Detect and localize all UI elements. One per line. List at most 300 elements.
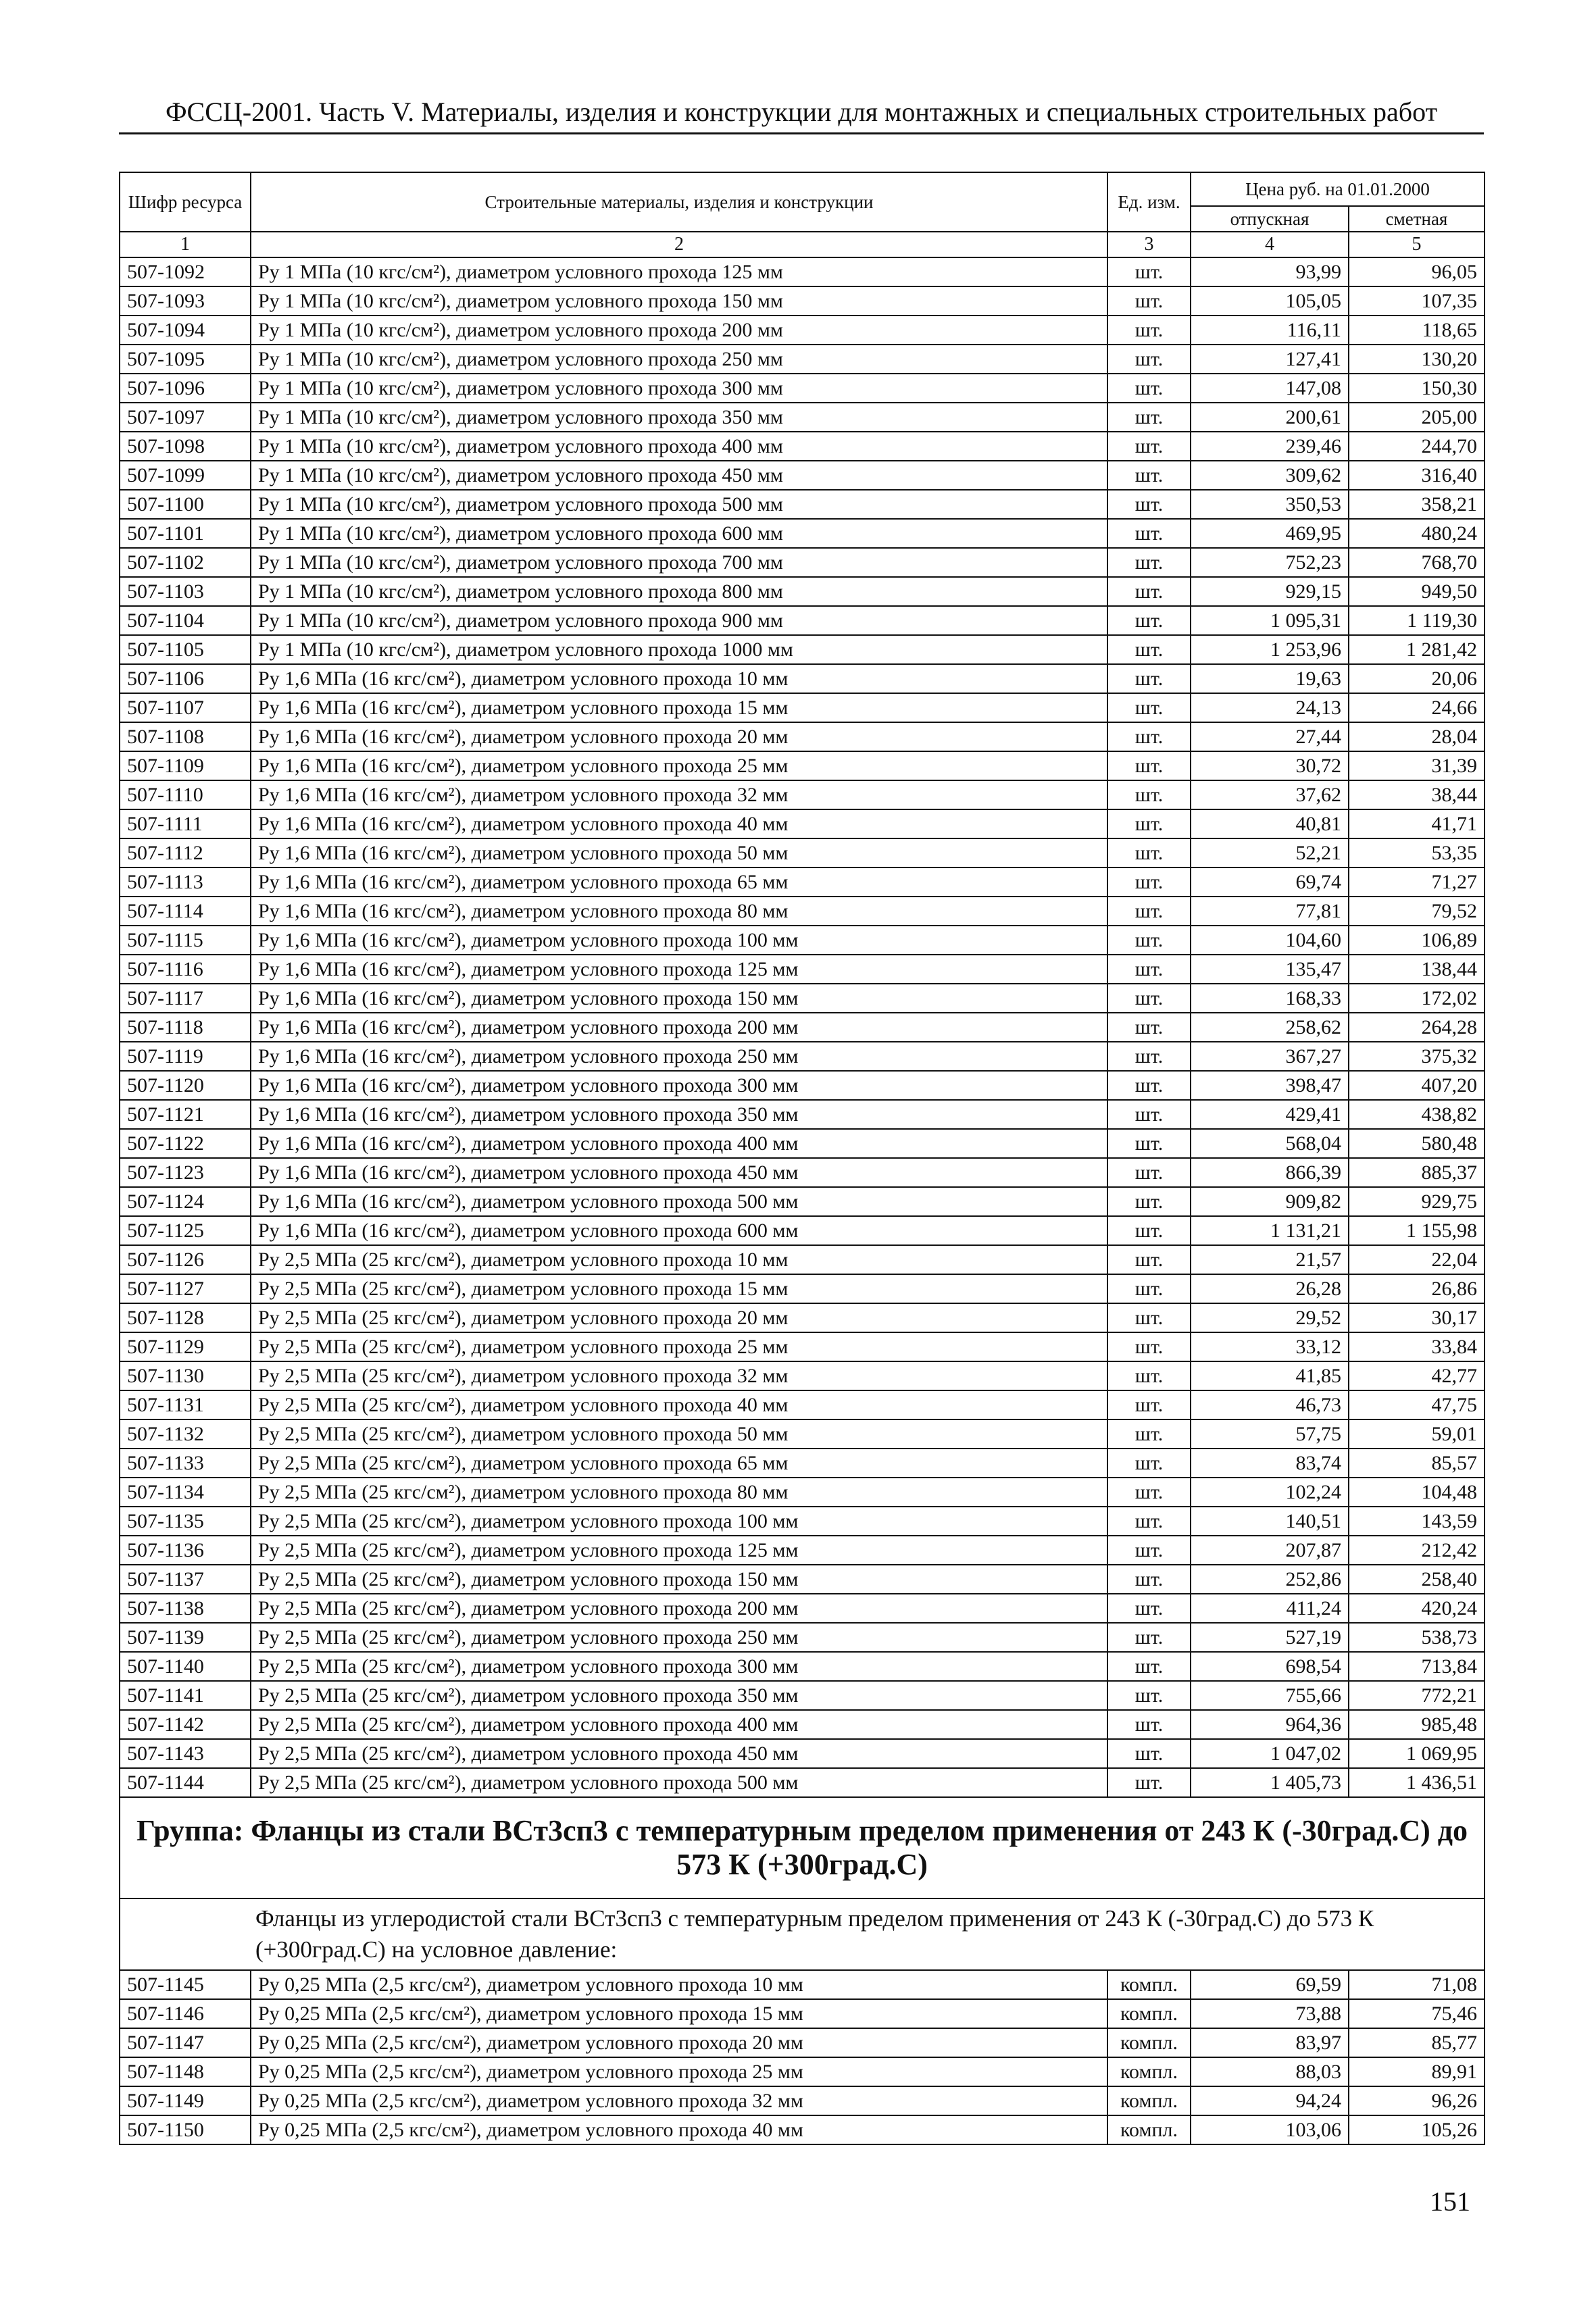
table-row [120, 257, 1485, 286]
cell-code: 507-1142 [120, 1710, 251, 1739]
table-row [120, 1332, 1485, 1361]
cell-release-price: 105,05 [1191, 286, 1349, 316]
cell-code: 507-1119 [120, 1042, 251, 1071]
cell-estimate-price: 26,86 [1349, 1274, 1485, 1303]
cell-code: 507-1108 [120, 722, 251, 751]
cell-unit: шт. [1107, 577, 1191, 606]
cell-release-price: 469,95 [1191, 519, 1349, 548]
cell-code: 507-1122 [120, 1129, 251, 1158]
cell-description: Ру 2,5 МПа (25 кгс/см²), диаметром условного прохода 20 мм [251, 1303, 1107, 1332]
cell-estimate-price: 244,70 [1349, 432, 1485, 461]
cell-estimate-price: 85,77 [1349, 2028, 1485, 2057]
cell-description: Ру 2,5 МПа (25 кгс/см²), диаметром условного прохода 50 мм [251, 1419, 1107, 1449]
cell-release-price: 94,24 [1191, 2086, 1349, 2115]
cell-description: Ру 2,5 МПа (25 кгс/см²), диаметром условного прохода 80 мм [251, 1478, 1107, 1507]
cell-code: 507-1128 [120, 1303, 251, 1332]
cell-release-price: 19,63 [1191, 664, 1349, 693]
table-row [120, 809, 1485, 838]
cell-estimate-price: 85,57 [1349, 1449, 1485, 1478]
cell-code: 507-1137 [120, 1565, 251, 1594]
cell-estimate-price: 118,65 [1349, 316, 1485, 345]
header-rule [119, 132, 1484, 134]
cell-release-price: 752,23 [1191, 548, 1349, 577]
cell-code: 507-1111 [120, 809, 251, 838]
cell-release-price: 866,39 [1191, 1158, 1349, 1187]
column-number: 1 [120, 232, 251, 257]
cell-estimate-price: 79,52 [1349, 897, 1485, 926]
cell-release-price: 57,75 [1191, 1419, 1349, 1449]
table-row [120, 1187, 1485, 1216]
cell-description: Ру 1,6 МПа (16 кгс/см²), диаметром условного прохода 200 мм [251, 1013, 1107, 1042]
cell-description: Ру 1,6 МПа (16 кгс/см²), диаметром условного прохода 32 мм [251, 780, 1107, 809]
cell-unit: шт. [1107, 1390, 1191, 1419]
cell-unit: шт. [1107, 984, 1191, 1013]
cell-release-price: 135,47 [1191, 955, 1349, 984]
cell-description: Ру 1,6 МПа (16 кгс/см²), диаметром условного прохода 80 мм [251, 897, 1107, 926]
cell-description: Ру 1 МПа (10 кгс/см²), диаметром условного прохода 150 мм [251, 286, 1107, 316]
cell-unit: шт. [1107, 1507, 1191, 1536]
table-row [120, 1129, 1485, 1158]
cell-unit: шт. [1107, 1449, 1191, 1478]
cell-code: 507-1131 [120, 1390, 251, 1419]
cell-description: Ру 1,6 МПа (16 кгс/см²), диаметром условного прохода 400 мм [251, 1129, 1107, 1158]
header-release-price: отпускная [1191, 206, 1349, 232]
cell-unit: шт. [1107, 1187, 1191, 1216]
cell-description: Ру 2,5 МПа (25 кгс/см²), диаметром условного прохода 15 мм [251, 1274, 1107, 1303]
cell-estimate-price: 138,44 [1349, 955, 1485, 984]
cell-release-price: 698,54 [1191, 1652, 1349, 1681]
subgroup-title: Фланцы из углеродистой стали ВСт3сп3 с температурным пределом применения от 243 К (-30град.С) до 573 К (+300град.С) на условное давление: [120, 1898, 1485, 1970]
cell-release-price: 200,61 [1191, 403, 1349, 432]
cell-code: 507-1099 [120, 461, 251, 490]
cell-release-price: 1 047,02 [1191, 1739, 1349, 1768]
cell-code: 507-1109 [120, 751, 251, 780]
cell-estimate-price: 713,84 [1349, 1652, 1485, 1681]
cell-description: Ру 1 МПа (10 кгс/см²), диаметром условного прохода 900 мм [251, 606, 1107, 635]
cell-code: 507-1145 [120, 1970, 251, 1999]
table-row [120, 1419, 1485, 1449]
table-row [120, 780, 1485, 809]
cell-description: Ру 1,6 МПа (16 кгс/см²), диаметром условного прохода 10 мм [251, 664, 1107, 693]
cell-unit: шт. [1107, 809, 1191, 838]
table-row [120, 286, 1485, 316]
cell-release-price: 1 253,96 [1191, 635, 1349, 664]
table-row [120, 1623, 1485, 1652]
cell-estimate-price: 438,82 [1349, 1100, 1485, 1129]
table-row [120, 548, 1485, 577]
cell-release-price: 964,36 [1191, 1710, 1349, 1739]
cell-description: Ру 2,5 МПа (25 кгс/см²), диаметром условного прохода 32 мм [251, 1361, 1107, 1390]
table-row [120, 461, 1485, 490]
table-row [120, 1449, 1485, 1478]
cell-release-price: 21,57 [1191, 1245, 1349, 1274]
cell-description: Ру 0,25 МПа (2,5 кгс/см²), диаметром условного прохода 32 мм [251, 2086, 1107, 2115]
cell-code: 507-1101 [120, 519, 251, 548]
cell-unit: шт. [1107, 635, 1191, 664]
cell-estimate-price: 59,01 [1349, 1419, 1485, 1449]
cell-description: Ру 1 МПа (10 кгс/см²), диаметром условного прохода 600 мм [251, 519, 1107, 548]
table-row [120, 1158, 1485, 1187]
cell-code: 507-1094 [120, 316, 251, 345]
cell-release-price: 73,88 [1191, 1999, 1349, 2028]
cell-code: 507-1133 [120, 1449, 251, 1478]
table-row [120, 1594, 1485, 1623]
cell-code: 507-1143 [120, 1739, 251, 1768]
cell-description: Ру 1,6 МПа (16 кгс/см²), диаметром условного прохода 500 мм [251, 1187, 1107, 1216]
cell-release-price: 309,62 [1191, 461, 1349, 490]
cell-release-price: 1 405,73 [1191, 1768, 1349, 1797]
cell-estimate-price: 985,48 [1349, 1710, 1485, 1739]
cell-estimate-price: 538,73 [1349, 1623, 1485, 1652]
cell-description: Ру 1 МПа (10 кгс/см²), диаметром условного прохода 300 мм [251, 374, 1107, 403]
table-header [120, 172, 1485, 257]
cell-unit: шт. [1107, 1739, 1191, 1768]
table-row [120, 403, 1485, 432]
cell-code: 507-1104 [120, 606, 251, 635]
cell-unit: шт. [1107, 490, 1191, 519]
cell-release-price: 37,62 [1191, 780, 1349, 809]
cell-code: 507-1138 [120, 1594, 251, 1623]
cell-unit: шт. [1107, 722, 1191, 751]
cell-estimate-price: 41,71 [1349, 809, 1485, 838]
table-row [120, 838, 1485, 867]
cell-unit: шт. [1107, 1536, 1191, 1565]
cell-code: 507-1125 [120, 1216, 251, 1245]
cell-code: 507-1139 [120, 1623, 251, 1652]
cell-unit: шт. [1107, 1710, 1191, 1739]
cell-estimate-price: 205,00 [1349, 403, 1485, 432]
cell-estimate-price: 104,48 [1349, 1478, 1485, 1507]
cell-description: Ру 2,5 МПа (25 кгс/см²), диаметром условного прохода 350 мм [251, 1681, 1107, 1710]
table-row [120, 722, 1485, 751]
table-row [120, 1478, 1485, 1507]
cell-description: Ру 1 МПа (10 кгс/см²), диаметром условного прохода 500 мм [251, 490, 1107, 519]
cell-estimate-price: 28,04 [1349, 722, 1485, 751]
cell-unit: шт. [1107, 693, 1191, 722]
cell-estimate-price: 96,05 [1349, 257, 1485, 286]
cell-release-price: 398,47 [1191, 1071, 1349, 1100]
cell-release-price: 755,66 [1191, 1681, 1349, 1710]
cell-unit: шт. [1107, 548, 1191, 577]
cell-code: 507-1146 [120, 1999, 251, 2028]
cell-release-price: 127,41 [1191, 345, 1349, 374]
cell-release-price: 41,85 [1191, 1361, 1349, 1390]
cell-unit: шт. [1107, 432, 1191, 461]
cell-description: Ру 0,25 МПа (2,5 кгс/см²), диаметром условного прохода 20 мм [251, 2028, 1107, 2057]
table-row [120, 1245, 1485, 1274]
cell-unit: шт. [1107, 1100, 1191, 1129]
cell-unit: шт. [1107, 1303, 1191, 1332]
cell-code: 507-1115 [120, 926, 251, 955]
cell-unit: шт. [1107, 897, 1191, 926]
cell-code: 507-1140 [120, 1652, 251, 1681]
cell-code: 507-1136 [120, 1536, 251, 1565]
column-number: 3 [1107, 232, 1191, 257]
table-row [120, 1536, 1485, 1565]
cell-release-price: 83,74 [1191, 1449, 1349, 1478]
table-row [120, 606, 1485, 635]
table-row [120, 1681, 1485, 1710]
table-row [120, 984, 1485, 1013]
cell-estimate-price: 106,89 [1349, 926, 1485, 955]
cell-description: Ру 1,6 МПа (16 кгс/см²), диаметром условного прохода 125 мм [251, 955, 1107, 984]
cell-code: 507-1120 [120, 1071, 251, 1100]
table-row [120, 955, 1485, 984]
cell-code: 507-1102 [120, 548, 251, 577]
cell-estimate-price: 75,46 [1349, 1999, 1485, 2028]
cell-unit: шт. [1107, 838, 1191, 867]
cell-release-price: 69,59 [1191, 1970, 1349, 1999]
cell-release-price: 103,06 [1191, 2115, 1349, 2144]
cell-description: Ру 2,5 МПа (25 кгс/см²), диаметром условного прохода 250 мм [251, 1623, 1107, 1652]
cell-release-price: 909,82 [1191, 1187, 1349, 1216]
cell-description: Ру 1,6 МПа (16 кгс/см²), диаметром условного прохода 15 мм [251, 693, 1107, 722]
cell-description: Ру 2,5 МПа (25 кгс/см²), диаметром условного прохода 150 мм [251, 1565, 1107, 1594]
table-row [120, 1652, 1485, 1681]
cell-unit: шт. [1107, 606, 1191, 635]
table-row [120, 1216, 1485, 1245]
table-row [120, 693, 1485, 722]
cell-description: Ру 0,25 МПа (2,5 кгс/см²), диаметром условного прохода 40 мм [251, 2115, 1107, 2144]
table-row [120, 926, 1485, 955]
cell-unit: шт. [1107, 1594, 1191, 1623]
cell-code: 507-1132 [120, 1419, 251, 1449]
cell-unit: шт. [1107, 1071, 1191, 1100]
cell-release-price: 258,62 [1191, 1013, 1349, 1042]
cell-unit: шт. [1107, 926, 1191, 955]
cell-code: 507-1098 [120, 432, 251, 461]
cell-estimate-price: 358,21 [1349, 490, 1485, 519]
cell-unit: шт. [1107, 316, 1191, 345]
cell-release-price: 26,28 [1191, 1274, 1349, 1303]
cell-code: 507-1121 [120, 1100, 251, 1129]
table-row [120, 2086, 1485, 2115]
cell-unit: шт. [1107, 780, 1191, 809]
cell-description: Ру 2,5 МПа (25 кгс/см²), диаметром условного прохода 200 мм [251, 1594, 1107, 1623]
cell-unit: шт. [1107, 1245, 1191, 1274]
cell-description: Ру 1,6 МПа (16 кгс/см²), диаметром условного прохода 65 мм [251, 867, 1107, 897]
page-header: ФССЦ-2001. Часть V. Материалы, изделия и конструкции для монтажных и специальных строительных работ [165, 97, 1438, 127]
table-row [120, 432, 1485, 461]
cell-description: Ру 2,5 МПа (25 кгс/см²), диаметром условного прохода 10 мм [251, 1245, 1107, 1274]
table-row [120, 1970, 1485, 1999]
cell-estimate-price: 20,06 [1349, 664, 1485, 693]
table-row [120, 1100, 1485, 1129]
cell-description: Ру 2,5 МПа (25 кгс/см²), диаметром условного прохода 100 мм [251, 1507, 1107, 1536]
table-row [120, 751, 1485, 780]
column-number: 4 [1191, 232, 1349, 257]
cell-code: 507-1130 [120, 1361, 251, 1390]
cell-estimate-price: 580,48 [1349, 1129, 1485, 1158]
cell-code: 507-1129 [120, 1332, 251, 1361]
cell-code: 507-1135 [120, 1507, 251, 1536]
cell-estimate-price: 1 155,98 [1349, 1216, 1485, 1245]
cell-estimate-price: 89,91 [1349, 2057, 1485, 2086]
cell-release-price: 46,73 [1191, 1390, 1349, 1419]
cell-code: 507-1097 [120, 403, 251, 432]
cell-estimate-price: 71,27 [1349, 867, 1485, 897]
cell-code: 507-1110 [120, 780, 251, 809]
cell-estimate-price: 71,08 [1349, 1970, 1485, 1999]
table-row [120, 897, 1485, 926]
table-row [120, 1768, 1485, 1797]
cell-unit: шт. [1107, 1768, 1191, 1797]
cell-unit: шт. [1107, 1013, 1191, 1042]
cell-release-price: 367,27 [1191, 1042, 1349, 1071]
table-row [120, 374, 1485, 403]
header-name: Строительные материалы, изделия и конструкции [251, 172, 1107, 232]
cell-release-price: 88,03 [1191, 2057, 1349, 2086]
cell-unit: шт. [1107, 519, 1191, 548]
cell-description: Ру 1,6 МПа (16 кгс/см²), диаметром условного прохода 600 мм [251, 1216, 1107, 1245]
cell-estimate-price: 143,59 [1349, 1507, 1485, 1536]
cell-estimate-price: 420,24 [1349, 1594, 1485, 1623]
cell-code: 507-1144 [120, 1768, 251, 1797]
cell-code: 507-1150 [120, 2115, 251, 2144]
cell-estimate-price: 1 436,51 [1349, 1768, 1485, 1797]
cell-release-price: 147,08 [1191, 374, 1349, 403]
cell-description: Ру 1 МПа (10 кгс/см²), диаметром условного прохода 350 мм [251, 403, 1107, 432]
cell-code: 507-1095 [120, 345, 251, 374]
cell-code: 507-1092 [120, 257, 251, 286]
header-unit: Ед. изм. [1107, 172, 1191, 232]
cell-estimate-price: 480,24 [1349, 519, 1485, 548]
cell-description: Ру 1,6 МПа (16 кгс/см²), диаметром условного прохода 250 мм [251, 1042, 1107, 1071]
cell-code: 507-1134 [120, 1478, 251, 1507]
cell-release-price: 29,52 [1191, 1303, 1349, 1332]
cell-estimate-price: 768,70 [1349, 548, 1485, 577]
cell-estimate-price: 172,02 [1349, 984, 1485, 1013]
cell-estimate-price: 1 119,30 [1349, 606, 1485, 635]
cell-release-price: 1 131,21 [1191, 1216, 1349, 1245]
table-row [120, 316, 1485, 345]
cell-estimate-price: 407,20 [1349, 1071, 1485, 1100]
cell-release-price: 102,24 [1191, 1478, 1349, 1507]
cell-description: Ру 1 МПа (10 кгс/см²), диаметром условного прохода 800 мм [251, 577, 1107, 606]
cell-estimate-price: 42,77 [1349, 1361, 1485, 1390]
table-row [120, 635, 1485, 664]
cell-code: 507-1149 [120, 2086, 251, 2115]
cell-unit: шт. [1107, 257, 1191, 286]
cell-release-price: 527,19 [1191, 1623, 1349, 1652]
cell-description: Ру 1,6 МПа (16 кгс/см²), диаметром условного прохода 20 мм [251, 722, 1107, 751]
cell-release-price: 83,97 [1191, 2028, 1349, 2057]
cell-description: Ру 1 МПа (10 кгс/см²), диаметром условного прохода 450 мм [251, 461, 1107, 490]
cell-code: 507-1105 [120, 635, 251, 664]
cell-estimate-price: 929,75 [1349, 1187, 1485, 1216]
cell-estimate-price: 53,35 [1349, 838, 1485, 867]
table-row [120, 1565, 1485, 1594]
column-number: 5 [1349, 232, 1485, 257]
cell-unit: компл. [1107, 2028, 1191, 2057]
cell-unit: компл. [1107, 1999, 1191, 2028]
cell-description: Ру 0,25 МПа (2,5 кгс/см²), диаметром условного прохода 25 мм [251, 2057, 1107, 2086]
cell-description: Ру 1 МПа (10 кгс/см²), диаметром условного прохода 400 мм [251, 432, 1107, 461]
cell-release-price: 27,44 [1191, 722, 1349, 751]
cell-release-price: 140,51 [1191, 1507, 1349, 1536]
cell-unit: шт. [1107, 1681, 1191, 1710]
cell-description: Ру 2,5 МПа (25 кгс/см²), диаметром условного прохода 125 мм [251, 1536, 1107, 1565]
cell-code: 507-1096 [120, 374, 251, 403]
cell-release-price: 350,53 [1191, 490, 1349, 519]
cell-unit: шт. [1107, 955, 1191, 984]
cell-estimate-price: 375,32 [1349, 1042, 1485, 1071]
cell-description: Ру 1 МПа (10 кгс/см²), диаметром условного прохода 1000 мм [251, 635, 1107, 664]
cell-unit: компл. [1107, 1970, 1191, 1999]
table-row [120, 2028, 1485, 2057]
cell-description: Ру 0,25 МПа (2,5 кгс/см²), диаметром условного прохода 15 мм [251, 1999, 1107, 2028]
cell-release-price: 929,15 [1191, 577, 1349, 606]
table-row [120, 1013, 1485, 1042]
cell-release-price: 207,87 [1191, 1536, 1349, 1565]
table-row [120, 2057, 1485, 2086]
cell-code: 507-1124 [120, 1187, 251, 1216]
cell-release-price: 30,72 [1191, 751, 1349, 780]
cell-code: 507-1148 [120, 2057, 251, 2086]
cell-unit: компл. [1107, 2086, 1191, 2115]
cell-unit: шт. [1107, 1623, 1191, 1652]
cell-code: 507-1147 [120, 2028, 251, 2057]
cell-description: Ру 1 МПа (10 кгс/см²), диаметром условного прохода 200 мм [251, 316, 1107, 345]
table-row [120, 345, 1485, 374]
table-row [120, 664, 1485, 693]
cell-release-price: 93,99 [1191, 257, 1349, 286]
table-row [120, 490, 1485, 519]
cell-description: Ру 2,5 МПа (25 кгс/см²), диаметром условного прохода 400 мм [251, 1710, 1107, 1739]
column-number: 2 [251, 232, 1107, 257]
table-row [120, 1710, 1485, 1739]
cell-code: 507-1127 [120, 1274, 251, 1303]
table-row [120, 1739, 1485, 1768]
cell-description: Ру 2,5 МПа (25 кгс/см²), диаметром условного прохода 25 мм [251, 1332, 1107, 1361]
cell-description: Ру 0,25 МПа (2,5 кгс/см²), диаметром условного прохода 10 мм [251, 1970, 1107, 1999]
header-price: Цена руб. на 01.01.2000 [1191, 172, 1485, 206]
table-row [120, 867, 1485, 897]
cell-unit: шт. [1107, 1419, 1191, 1449]
cell-estimate-price: 130,20 [1349, 345, 1485, 374]
cell-description: Ру 1,6 МПа (16 кгс/см²), диаметром условного прохода 450 мм [251, 1158, 1107, 1187]
cell-description: Ру 2,5 МПа (25 кгс/см²), диаметром условного прохода 40 мм [251, 1390, 1107, 1419]
cell-unit: шт. [1107, 1332, 1191, 1361]
cell-estimate-price: 1 069,95 [1349, 1739, 1485, 1768]
cell-description: Ру 1 МПа (10 кгс/см²), диаметром условного прохода 700 мм [251, 548, 1107, 577]
table-row [120, 1390, 1485, 1419]
cell-unit: шт. [1107, 751, 1191, 780]
cell-unit: шт. [1107, 1129, 1191, 1158]
cell-code: 507-1114 [120, 897, 251, 926]
cell-code: 507-1117 [120, 984, 251, 1013]
table-row [120, 1361, 1485, 1390]
cell-description: Ру 2,5 МПа (25 кгс/см²), диаметром условного прохода 65 мм [251, 1449, 1107, 1478]
table-row [120, 577, 1485, 606]
cell-estimate-price: 316,40 [1349, 461, 1485, 490]
cell-release-price: 24,13 [1191, 693, 1349, 722]
cell-estimate-price: 258,40 [1349, 1565, 1485, 1594]
cell-unit: шт. [1107, 461, 1191, 490]
cell-code: 507-1107 [120, 693, 251, 722]
header-estimate-price: сметная [1349, 206, 1485, 232]
cell-release-price: 40,81 [1191, 809, 1349, 838]
cell-unit: шт. [1107, 345, 1191, 374]
cell-estimate-price: 264,28 [1349, 1013, 1485, 1042]
cell-description: Ру 1,6 МПа (16 кгс/см²), диаметром условного прохода 25 мм [251, 751, 1107, 780]
cell-release-price: 252,86 [1191, 1565, 1349, 1594]
cell-estimate-price: 24,66 [1349, 693, 1485, 722]
cell-unit: шт. [1107, 1565, 1191, 1594]
group-title: Группа: Фланцы из стали ВСт3сп3 с температурным пределом применения от 243 К (-30град.С) до 573 К (+300град.С) [120, 1797, 1485, 1898]
cell-estimate-price: 105,26 [1349, 2115, 1485, 2144]
cell-code: 507-1100 [120, 490, 251, 519]
